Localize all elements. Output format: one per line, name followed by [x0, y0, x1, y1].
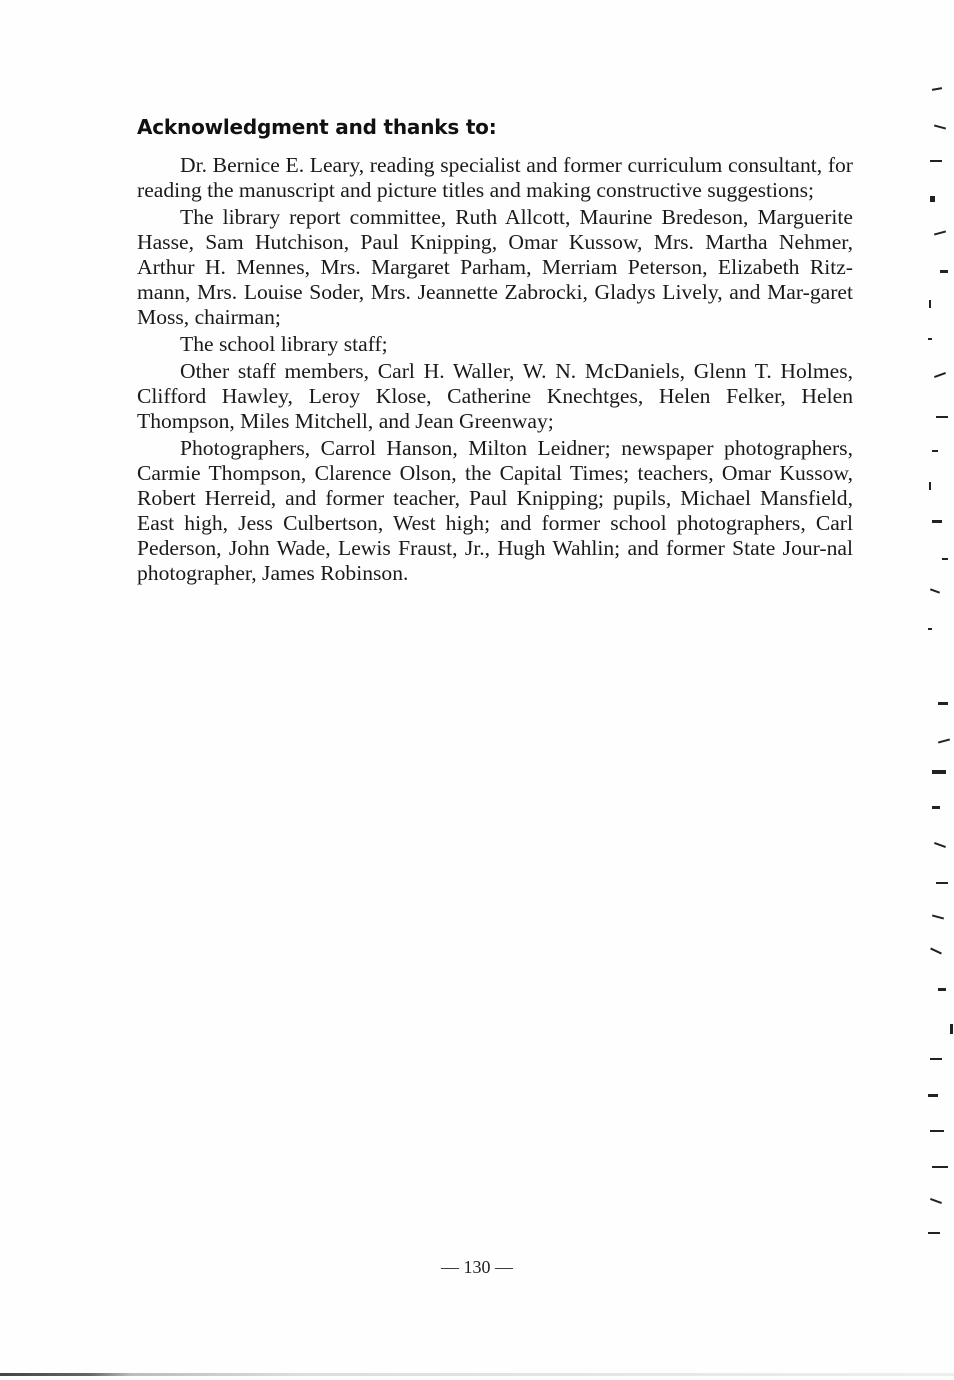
binding-mark [928, 1232, 940, 1234]
binding-mark [932, 1166, 948, 1168]
paragraph: Photographers, Carrol Hanson, Milton Leidner; newspaper photographers, Carmie Thompson, Clarence Olson, the Capital Times; teachers, Omar Kussow, Robert Herreid, and former teacher, Paul Knipping; pupils, Michael Mansfield, East high, Jess Culbertson, West high; and former school photographers, Carl Pederson, John Wade, Lewis Fraust, Jr., Hugh Wahlin; and former State Jour-nal photographer, James Robinson. [137, 436, 853, 585]
binding-mark [934, 230, 946, 235]
binding-mark [934, 124, 946, 129]
binding-mark [932, 806, 940, 809]
binding-mark [938, 738, 950, 743]
binding-mark [929, 482, 931, 490]
binding-mark [938, 988, 946, 991]
binding-mark [938, 702, 948, 705]
scan-bottom-edge [0, 1373, 954, 1376]
binding-mark [930, 948, 942, 955]
binding-margin-marks [924, 80, 954, 1260]
acknowledgment-body [137, 153, 853, 588]
binding-mark [928, 338, 932, 340]
binding-mark [928, 1094, 938, 1097]
binding-mark [930, 588, 940, 593]
binding-mark [940, 270, 948, 273]
binding-mark [934, 842, 946, 848]
paragraph: Dr. Bernice E. Leary, reading specialist and former curriculum consultant, for reading the manuscript and picture titles and making constructive suggestions; [137, 153, 853, 202]
binding-mark [942, 558, 948, 560]
binding-mark [930, 196, 935, 202]
binding-mark [932, 450, 938, 452]
paragraph: Other staff members, Carl H. Waller, W. N. McDaniels, Glenn T. Holmes, Clifford Hawley, Leroy Klose, Catherine Knechtges, Helen Felker, Helen Thompson, Miles Mitchell, and Jean Greenway; [137, 359, 853, 433]
paragraph: The library report committee, Ruth Allcott, Maurine Bredeson, Marguerite Hasse, Sam Hutchison, Paul Knipping, Omar Kussow, Mrs. Martha Nehmer, Arthur H. Mennes, Mrs. Margaret Parham, Merriam Peterson, Elizabeth Ritz-mann, Mrs. Louise Soder, Mrs. Jeannette Zabrocki, Gladys Lively, and Mar-garet Moss, chairman; [137, 205, 853, 329]
binding-mark [930, 1198, 942, 1204]
page-heading: Acknowledgment and thanks to: [137, 115, 497, 139]
binding-mark [928, 628, 932, 630]
binding-mark [930, 160, 942, 162]
binding-mark [929, 300, 931, 308]
binding-mark [936, 416, 948, 418]
binding-mark [934, 372, 946, 378]
paragraph: The school library staff; [180, 332, 388, 356]
binding-mark [932, 770, 946, 774]
binding-mark [936, 882, 948, 884]
binding-mark [930, 1130, 944, 1132]
binding-mark [932, 914, 944, 919]
binding-mark [930, 1058, 942, 1060]
binding-mark [932, 87, 942, 91]
page-number: — 130 — [441, 1257, 513, 1277]
binding-mark [932, 520, 942, 523]
binding-mark [950, 1024, 953, 1034]
